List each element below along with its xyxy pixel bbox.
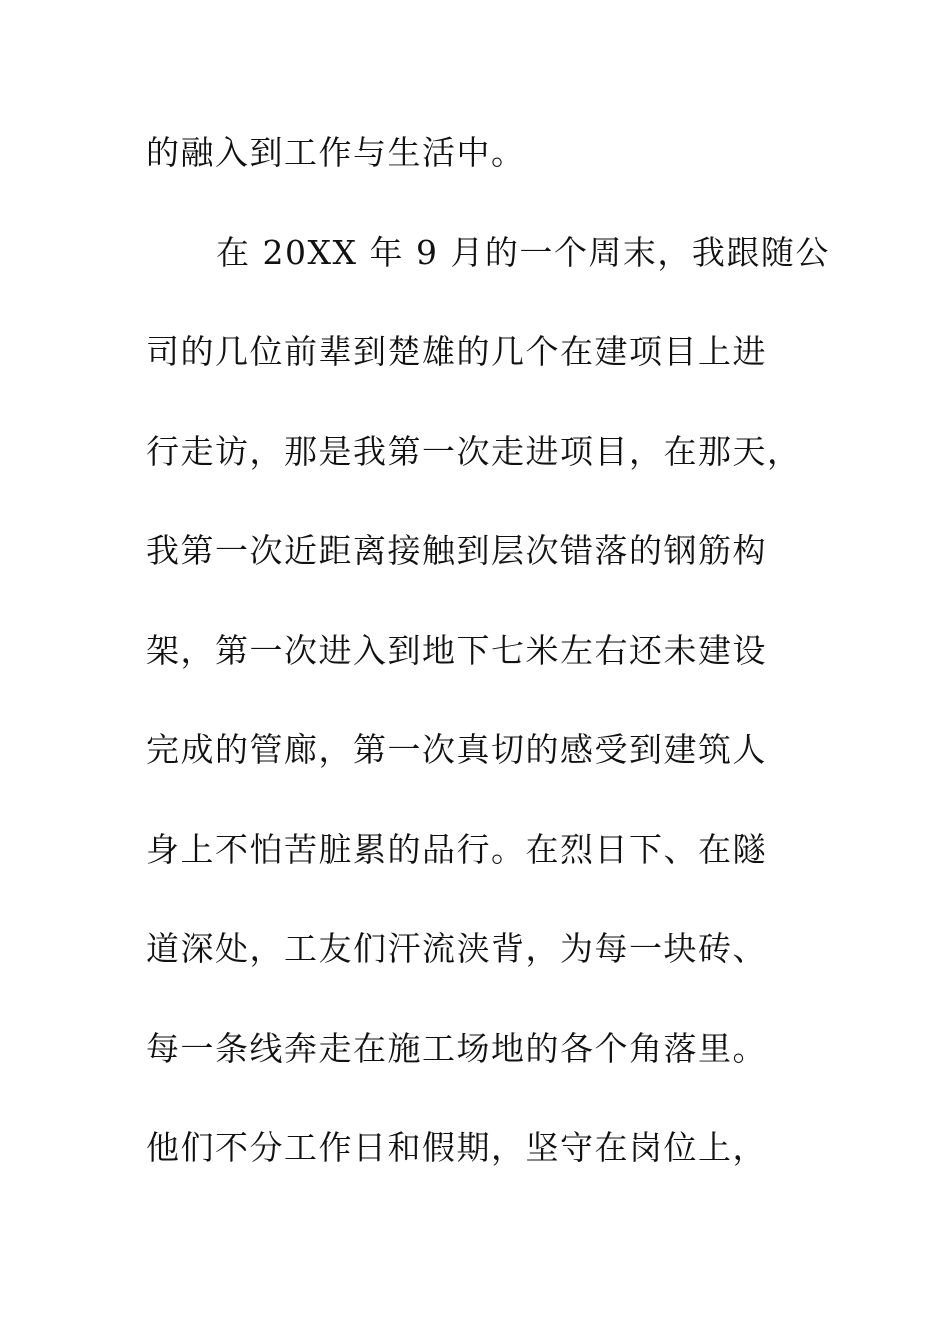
text-line: 我第一次近距离接触到层次错落的钢筋构 bbox=[146, 531, 767, 570]
body-text bbox=[146, 128, 830, 1223]
text-line: 身上不怕苦脏累的品行。在烈日下、在隧 bbox=[146, 829, 767, 869]
text-line: 他们不分工作日和假期，坚守在岗位上， bbox=[146, 1128, 767, 1167]
text-line: 架，第一次进入到地下七米左右还未建设 bbox=[146, 630, 767, 670]
text-line: 司的几位前辈到楚雄的几个在建项目上进 bbox=[146, 332, 767, 371]
text-line: 的融入到工作与生活中。 bbox=[146, 133, 526, 172]
text-line: 行走访，那是我第一次走进项目，在那天， bbox=[146, 431, 802, 471]
text-line: 道深处，工友们汗流浃背，为每一块砖、 bbox=[146, 929, 767, 968]
text-line: 完成的管廊，第一次真切的感受到建筑人 bbox=[146, 730, 767, 769]
text-line: 每一条线奔走在施工场地的各个角落里。 bbox=[146, 1028, 767, 1068]
paragraph-first-line: 在 20XX 年 9 月的一个周末，我跟随公 bbox=[216, 232, 830, 272]
